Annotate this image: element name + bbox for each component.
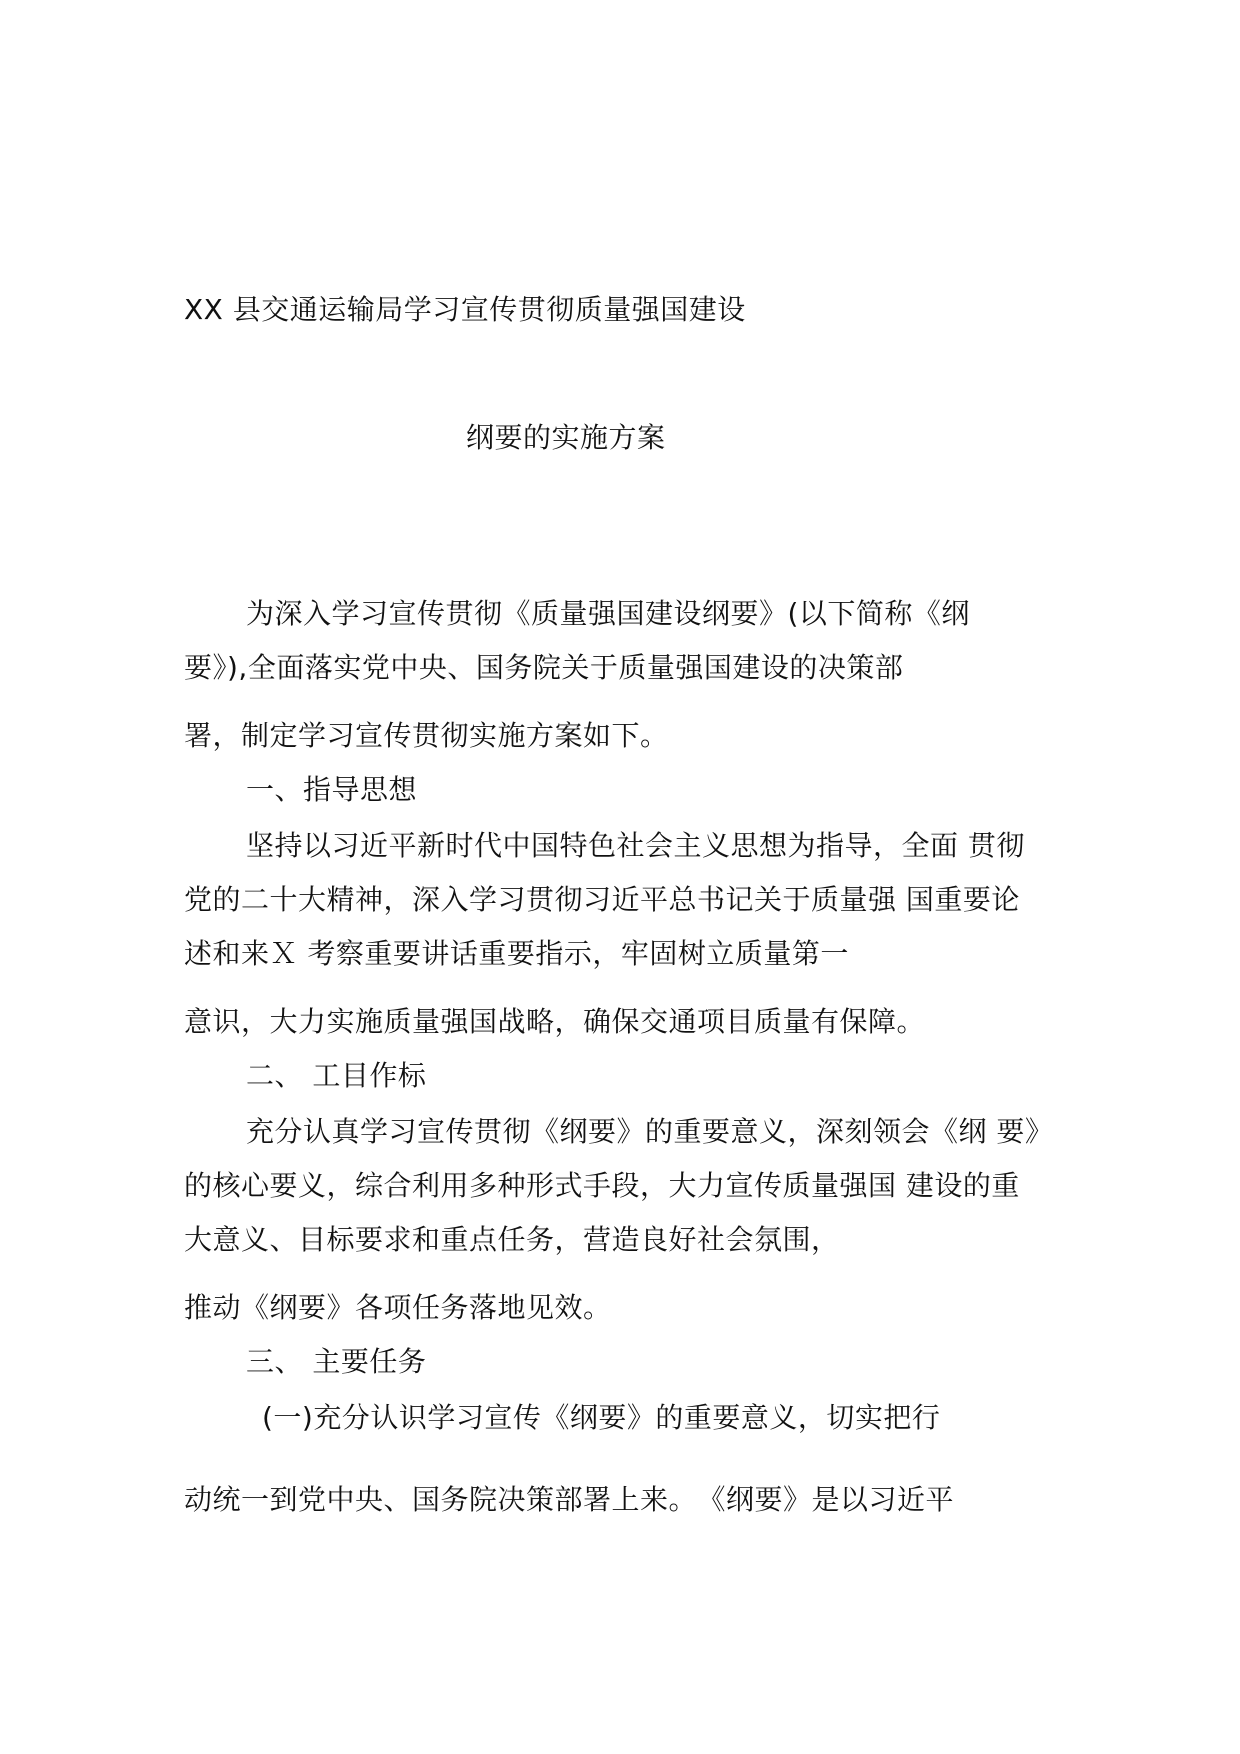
intro-paragraph-line: 为深入学习宣传贯彻《质量强国建设纲要》(以下简称《纲	[246, 597, 970, 630]
document-title-line1: XX 县交通运输局学习宣传贯彻质量强国建设	[184, 293, 746, 326]
section-body-line: 充分认真学习宣传贯彻《纲要》的重要意义，深刻领会《纲 要》	[246, 1115, 1054, 1148]
document-title-line2: 纲要的实施方案	[466, 421, 666, 454]
section-body-line: 的核心要义，综合利用多种形式手段，大力宣传质量强国 建设的重	[184, 1169, 1020, 1202]
section-body-line: 述和来Ｘ 考察重要讲话重要指示，牢固树立质量第一	[184, 937, 849, 970]
intro-paragraph-line: 要》),全面落实党中央、国务院关于质量强国建设的决策部	[184, 651, 904, 684]
section-heading-guiding-ideology: 一、指导思想	[246, 773, 418, 806]
section-body-line: 党的二十大精神，深入学习贯彻习近平总书记关于质量强 国重要论	[184, 883, 1020, 916]
section-heading-main-tasks: 三、 主要任务	[246, 1345, 427, 1378]
section-body-line: 意识，大力实施质量强国战略，确保交通项目质量有保障。	[184, 1005, 926, 1038]
task-item-line: 动统一到党中央、国务院决策部署上来。 《纲要》是以习近平	[184, 1483, 955, 1516]
intro-paragraph-line: 署，制定学习宣传贯彻实施方案如下。	[184, 719, 669, 752]
section-heading-work-goals: 二、 工目作标	[246, 1059, 427, 1092]
section-body-line: 坚持以习近平新时代中国特色社会主义思想为指导，全面 贯彻	[246, 829, 1025, 862]
section-body-line: 推动《纲要》各项任务落地见效。	[184, 1291, 612, 1324]
section-body-line: 大意义、目标要求和重点任务，营造良好社会氛围，	[184, 1223, 840, 1256]
task-item-line: (一)充分认识学习宣传《纲要》的重要意义，切实把行	[262, 1401, 941, 1434]
